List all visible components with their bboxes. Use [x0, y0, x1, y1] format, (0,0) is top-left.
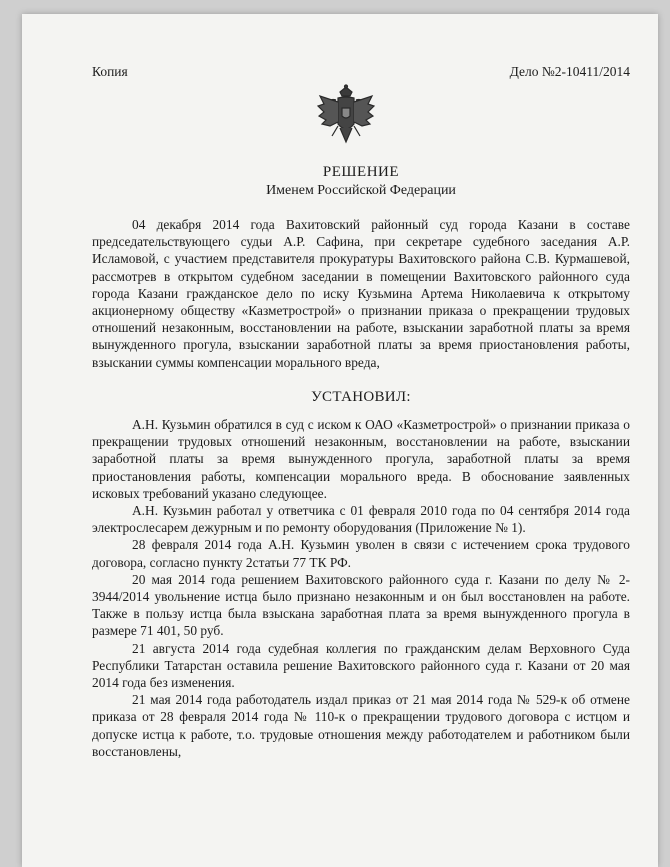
document-text — [92, 216, 630, 760]
paragraph: А.Н. Кузьмин обратился в суд с иском к ОАО «Казметрострой» о признании приказа о прекращении трудовых отношений незаконным, восстановлении на работе, взыскании заработной платы за время вынужденного прогула, заработной платы за время приостановления работы, компенсации морального вреда. В обоснование заявленных исковых требований указано следующее. — [92, 417, 630, 501]
russian-coat-of-arms-icon — [314, 84, 378, 148]
document-title: РЕШЕНИЕ — [322, 164, 400, 180]
case-number: Дело №2-10411/2014 — [509, 64, 630, 79]
paragraph: 20 мая 2014 года решением Вахитовского районного суда г. Казани по делу № 2-3944/2014 увольнение истца было признано незаконным и он был восстановлен на работе. Также в пользу истца была взыскана заработная плата за время вынужденного прогула в размере 71 401, 50 руб. — [92, 571, 630, 639]
title-block — [92, 164, 630, 199]
document-body — [92, 64, 630, 759]
copy-label: Копия — [92, 64, 128, 79]
document-page — [22, 14, 658, 867]
paragraph: 21 мая 2014 года работодатель издал приказ от 21 мая 2014 года № 529-к об отмене приказа от 28 февраля 2014 года № 110-к о прекращении трудового договора с истцом и допуске истца к работе, т.о. трудовые отношения между работодателем и работником были восстановлены, — [92, 692, 630, 759]
paragraph: А.Н. Кузьмин работал у ответчика с 01 февраля 2010 года по 04 сентября 2014 года электрослесарем дежурным и по ремонту оборудования (Приложение № 1). — [92, 503, 630, 536]
document-header — [92, 64, 630, 86]
paragraph: 28 февраля 2014 года А.Н. Кузьмин уволен в связи с истечением срока трудового договора, согласно пункту 2статьи 77 ТК РФ. — [92, 537, 630, 570]
section-heading: УСТАНОВИЛ: — [311, 388, 411, 405]
intro-paragraph: 04 декабря 2014 года Вахитовский районный суд города Казани в составе председательствующего судьи А.Р. Сафина, при секретаре судебного заседания А.Р. Исламовой, с участием представителя прокуратуры Вахитовского района С.В. Курмашевой, рассмотрев в открытом судебном заседании в помещении Вахитовского районного суда города Казани гражданское дело по иску Кузьмина Артема Николаевича к открытому акционерному обществу «Казметрострой» о признании приказа о прекращении трудовых отношений незаконным, восстановлении на работе, взыскании заработной платы за время вынужденного прогула, взыскании заработной платы за время приостановления работы, взыскании суммы компенсации морального вреда, — [92, 217, 630, 370]
paragraph: 21 августа 2014 года судебная коллегия по гражданским делам Верховного Суда Республики Татарстан оставила решение Вахитовского районного суда г. Казани от 20 мая 2014 года без изменения. — [92, 640, 630, 691]
document-subtitle: Именем Российской Федерации — [266, 183, 456, 198]
